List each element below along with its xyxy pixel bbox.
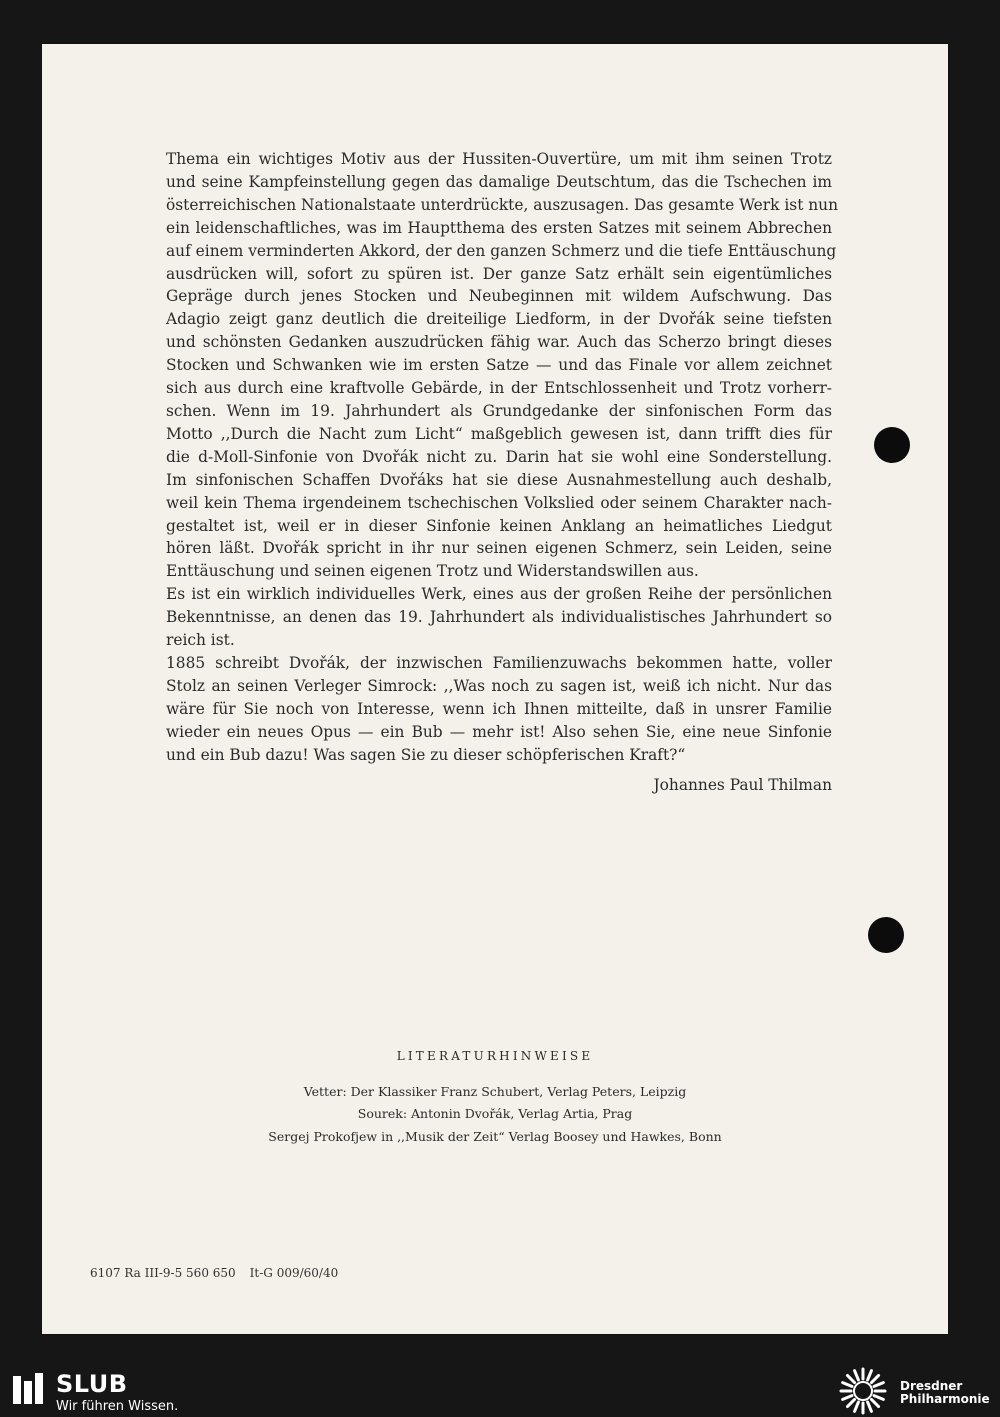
sun-ray <box>874 1383 883 1387</box>
text-line: reich ist. <box>166 631 235 650</box>
text-line: schen. Wenn im 19. Jahrhundert als Grundgedanke der sinfonischen Form das <box>166 401 832 420</box>
document-page <box>42 44 948 1334</box>
punch-hole <box>868 917 904 953</box>
slub-brand-name: SLUB <box>56 1370 128 1398</box>
philharmonie-line2: Philharmonie <box>900 1392 990 1406</box>
sun-ray <box>868 1371 872 1380</box>
body-text <box>166 148 839 766</box>
literature-entry: Sourek: Antonin Dvořák, Verlag Artia, Prag <box>357 1106 633 1121</box>
text-line: Stocken und Schwanken wie im ersten Satze — und das Finale vor allem zeichnet <box>166 356 832 375</box>
text-line: Thema ein wichtiges Motiv aus der Hussiten-Ouvertüre, um mit ihm seinen Trotz <box>166 150 832 168</box>
text-line: weil kein Thema irgendeinem tschechischen Volkslied oder seinem Charakter nach- <box>166 493 832 512</box>
print-code <box>90 1266 338 1280</box>
text-line: ausdrücken will, sofort zu spüren ist. Der ganze Satz erhält sein eigentümliches <box>166 264 832 283</box>
philharmonie-sun-logo-icon <box>838 1366 888 1416</box>
literature-entry: Vetter: Der Klassiker Franz Schubert, Verlag Peters, Leipzig <box>303 1084 687 1099</box>
literature-heading: LITERATURHINWEISE <box>396 1049 594 1063</box>
sun-ray <box>871 1375 878 1382</box>
literature-entry: Sergej Prokofjew in ,,Musik der Zeit“ Verlag Boosey und Hawkes, Bonn <box>268 1129 722 1144</box>
sun-ray <box>843 1396 852 1400</box>
slub-logo-icon <box>12 1372 46 1406</box>
slub-tagline: Wir führen Wissen. <box>56 1399 179 1414</box>
text-line: Stolz an seinen Verleger Simrock: ,,Was noch zu sagen ist, weiß ich nicht. Nur das <box>166 676 832 695</box>
philharmonie-line1: Dresdner <box>900 1379 963 1393</box>
text-line: hören läßt. Dvořák spricht in ihr nur seinen eigenen Schmerz, sein Leiden, seine <box>166 539 832 558</box>
text-line: Adagio zeigt ganz deutlich die dreiteilige Liedform, in der Dvořák seine tiefsten <box>166 310 832 329</box>
sun-ray <box>874 1396 883 1400</box>
sun-ray <box>847 1399 854 1406</box>
text-line: die d-Moll-Sinfonie von Dvořák nicht zu. Darin hat sie wohl eine Sonderstellung. <box>166 447 832 466</box>
text-line: Gepräge durch jenes Stocken und Neubeginnen mit wildem Aufschwung. Das <box>166 287 832 306</box>
text-line: wieder ein neues Opus — ein Bub — mehr ist! Also sehen Sie, eine neue Sinfonie <box>166 722 832 741</box>
sun-ray <box>855 1371 859 1380</box>
sun-ray <box>871 1399 878 1406</box>
print-code-license: It-G 009/60/40 <box>249 1266 339 1280</box>
text-line: Im sinfonischen Schaffen Dvořáks hat sie diese Ausnahmestellung auch deshalb, <box>166 470 832 489</box>
text-line: Es ist ein wirklich individuelles Werk, eines aus der großen Reihe der persönlichen <box>166 585 832 604</box>
text-line: auf einem verminderten Akkord, der den ganzen Schmerz und die tiefe Enttäuschung <box>166 241 837 260</box>
sun-ray <box>847 1375 854 1382</box>
punch-hole <box>874 427 910 463</box>
sun-ray <box>868 1402 872 1411</box>
text-line: Motto ,,Durch die Nacht zum Licht“ maßgeblich gewesen ist, dann trifft dies für <box>166 424 832 443</box>
text-line: sich aus durch eine kraftvolle Gebärde, in der Entschlossenheit und Trotz vorherr- <box>166 379 832 398</box>
text-line: österreichischen Nationalstaate unterdrückte, auszusagen. Das gesamte Werk ist nun <box>166 195 839 214</box>
print-code-order: 6107 Ra III-9-5 560 650 <box>90 1266 236 1280</box>
text-line: ein leidenschaftliches, was im Hauptthema des ersten Satzes mit seinem Abbrechen <box>166 218 832 237</box>
sun-ray <box>855 1402 859 1411</box>
text-line: Bekenntnisse, an denen das 19. Jahrhundert als individualistisches Jahrhundert so <box>166 608 832 627</box>
sun-ray <box>843 1383 852 1387</box>
author-signature: Johannes Paul Thilman <box>653 776 832 794</box>
text-line: und schönsten Gedanken auszudrücken fähig war. Auch das Scherzo bringt dieses <box>166 333 832 352</box>
text-line: gestaltet ist, weil er in dieser Sinfonie keinen Anklang an heimatliches Liedgut <box>166 516 832 535</box>
text-line: und seine Kampfeinstellung gegen das damalige Deutschtum, das die Tschechen im <box>166 172 832 191</box>
text-line: und ein Bub dazu! Was sagen Sie zu dieser schöpferischen Kraft?“ <box>166 745 686 764</box>
text-line: wäre für Sie noch von Interesse, wenn ich Ihnen mitteilte, daß in unsrer Familie <box>166 699 832 718</box>
text-line: Enttäuschung und seinen eigenen Trotz und Widerstandswillen aus. <box>166 562 699 581</box>
text-line: 1885 schreibt Dvořák, der inzwischen Familienzuwachs bekommen hatte, voller <box>166 653 832 672</box>
philharmonie-name <box>900 1380 990 1406</box>
